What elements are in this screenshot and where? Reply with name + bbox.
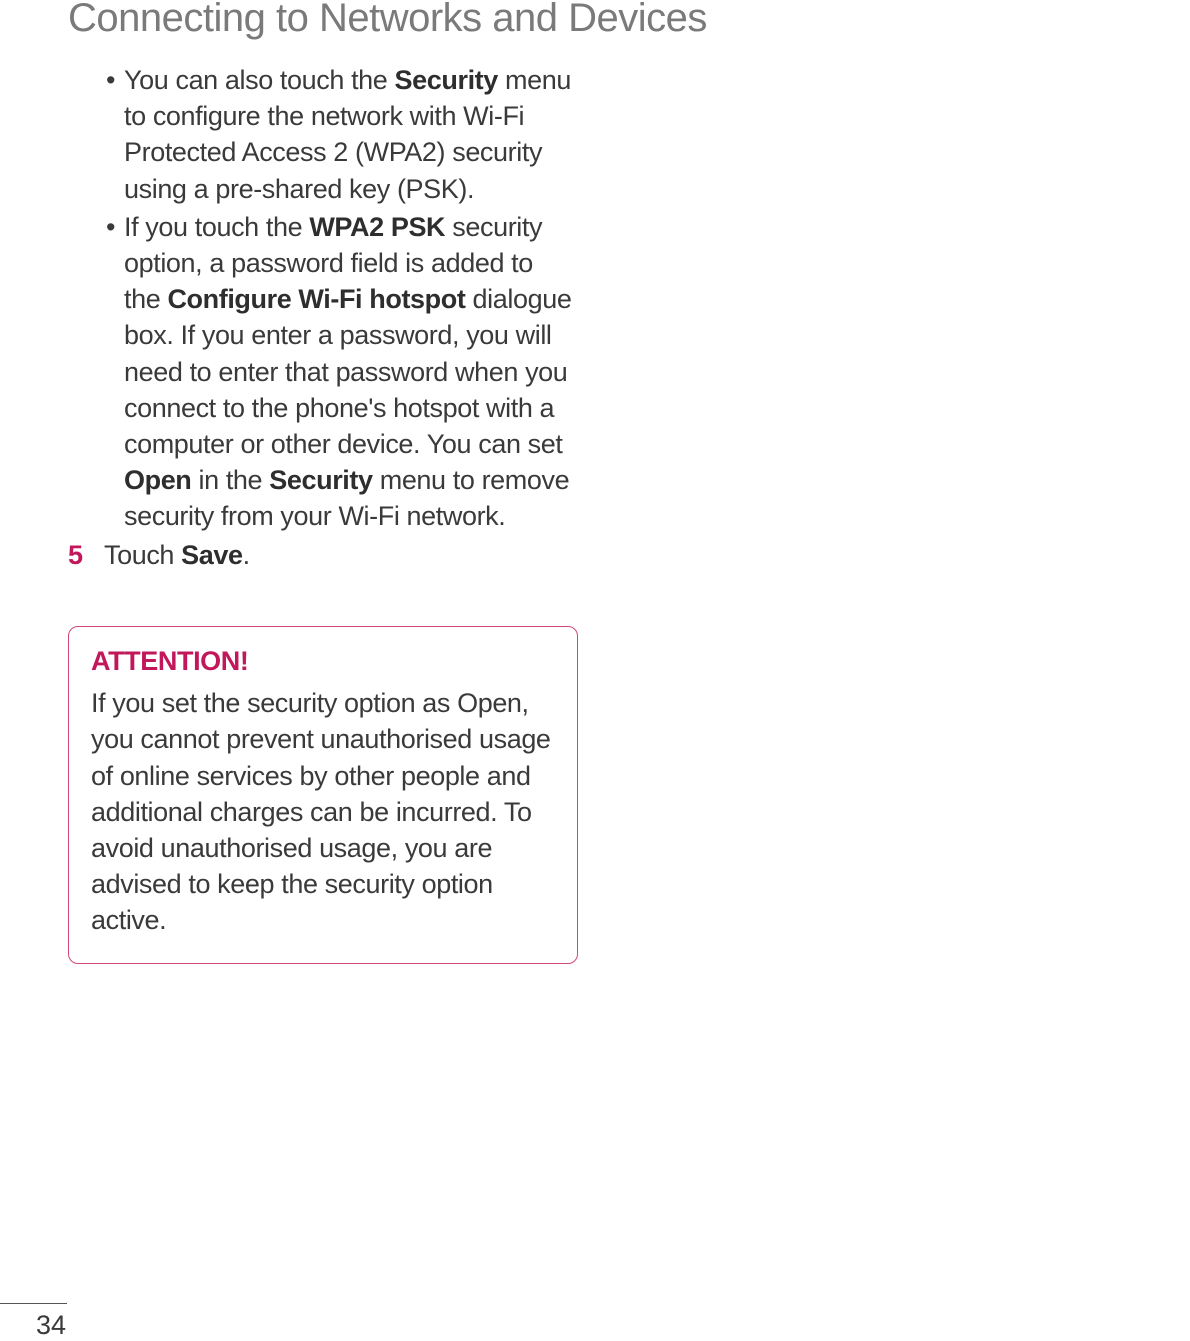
bullet-text: You can also touch the [124,65,395,95]
bullet-item [68,209,573,535]
page-title: Connecting to Networks and Devices [68,0,707,40]
footer-divider [0,1303,67,1304]
bullet-text: menu to remove security from your Wi-Fi network. [124,465,570,532]
bullet-text: If you touch the [124,211,310,242]
option-name-wpa2-psk: WPA2 PSK [309,211,446,242]
step-number: 5 [68,539,83,570]
attention-body: If you set the security option as Open, you cannot prevent unauthorised usage of online services by other people and additional charges can be incurred. To avoid unauthorised usage, you are advised to keep the security option active. [91,688,551,936]
page-number: 34 [36,1310,67,1340]
bullet-text: in the [191,465,270,496]
dialog-name-configure-wifi-hotspot: Configure Wi-Fi hotspot [167,284,466,315]
bullet-item [68,62,573,207]
bullet-text: menu to configure the network with Wi-Fi Protected Access 2 (WPA2) security using a pre-shared key (PSK). [124,65,571,204]
step-item [68,537,573,573]
bullet-text: security option, a password field is added to the [124,211,543,315]
attention-title: ATTENTION! [91,646,249,676]
bullet-dot: • [106,211,116,242]
bullet-dot: • [106,65,116,95]
bullet-text: dialogue box. If you enter a password, you will need to enter that password when you connect to the phone's hotspot with a computer or other device. You can set [124,284,572,460]
menu-name-security: Security [394,65,498,95]
content-column [68,62,573,573]
menu-name-security: Security [269,465,373,496]
attention-box [68,626,578,964]
button-name-save: Save [181,539,243,570]
option-name-open: Open [124,465,192,496]
step-text: . [242,539,250,570]
step-text: Touch [104,539,182,570]
